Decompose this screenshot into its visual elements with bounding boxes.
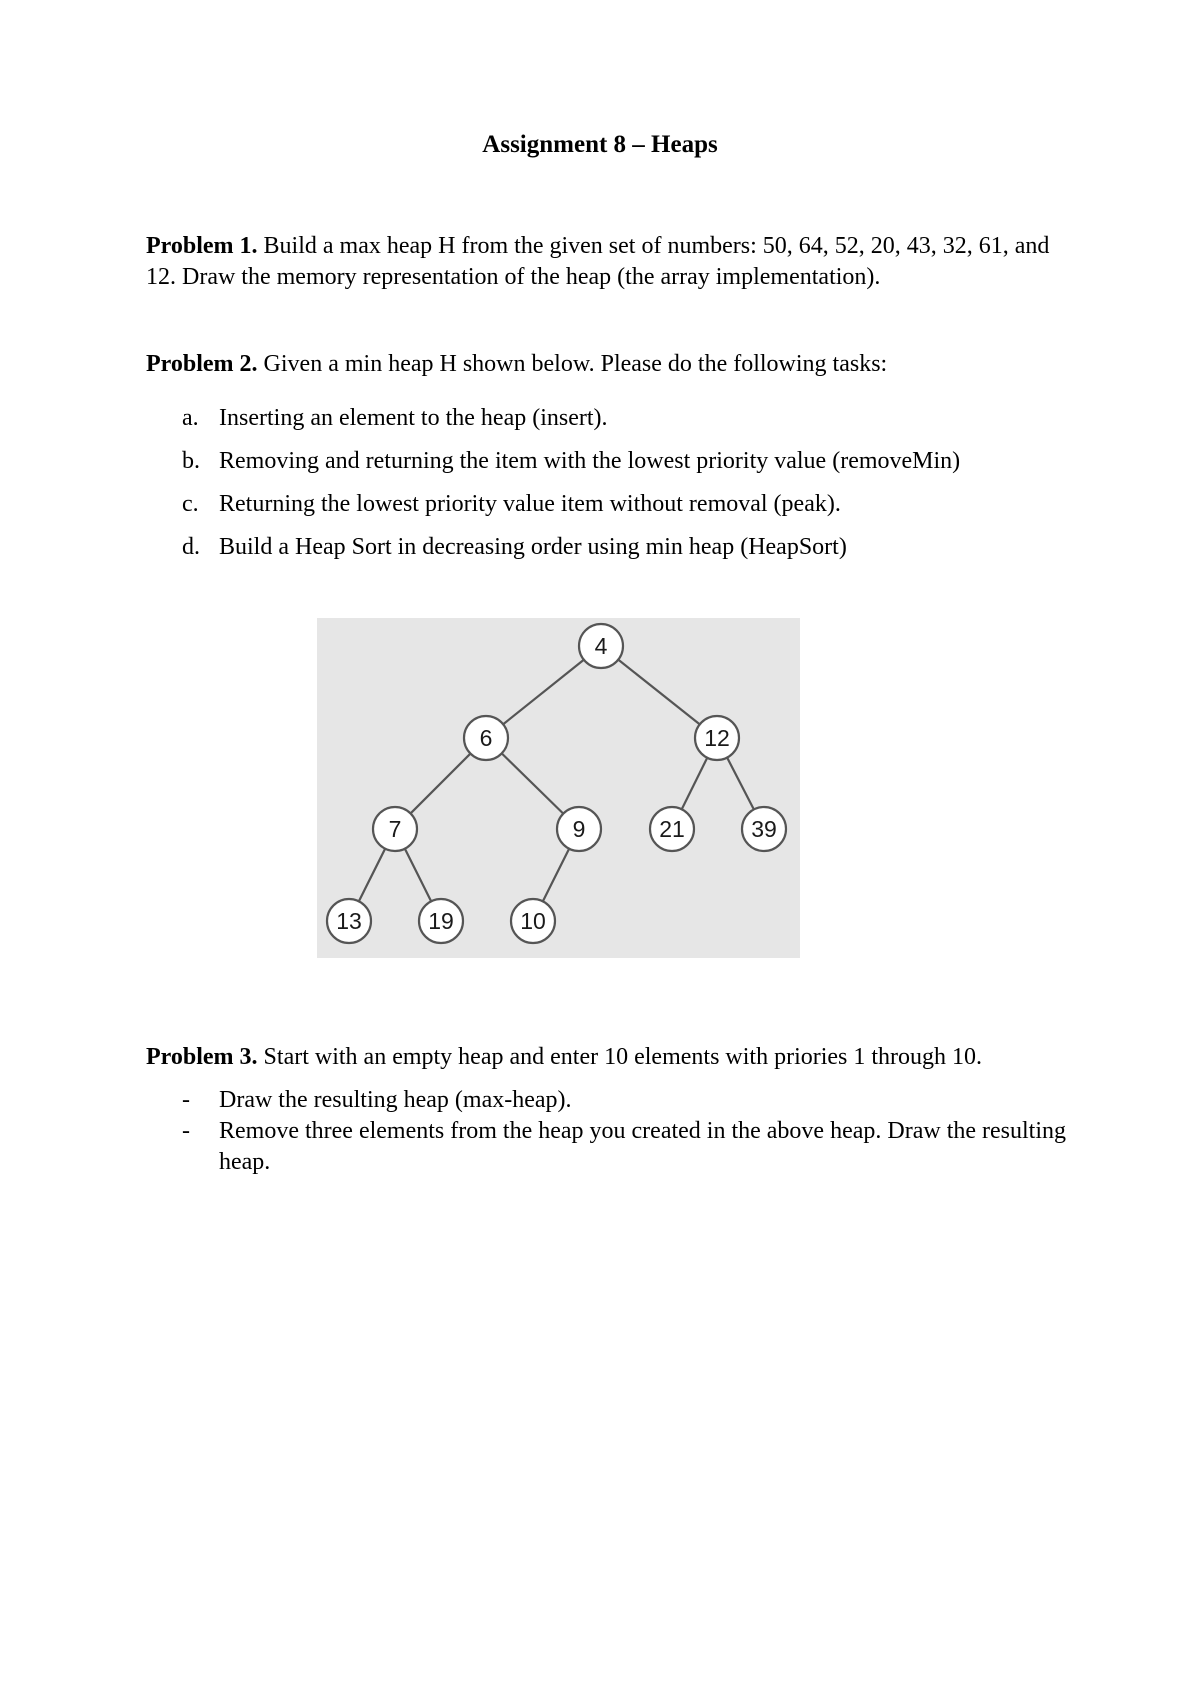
heap-node — [557, 807, 601, 851]
list-marker: - — [182, 1087, 190, 1113]
list-item — [146, 1085, 1076, 1116]
page-title: Assignment 8 – Heaps — [482, 131, 718, 158]
heap-node-label: 13 — [336, 908, 362, 934]
heap-node — [650, 807, 694, 851]
list-marker: - — [182, 1118, 190, 1144]
heap-node — [742, 807, 786, 851]
heap-node — [695, 716, 739, 760]
problem-2-label: Problem 2. — [146, 351, 258, 377]
heap-node — [464, 716, 508, 760]
problem-3 — [146, 1042, 1076, 1073]
heap-node — [373, 807, 417, 851]
heap-node-label: 12 — [704, 725, 730, 751]
problem-2-text: Given a min heap H shown below. Please do the following tasks: — [257, 351, 888, 377]
heap-node-label: 19 — [428, 908, 454, 934]
problem-1-text: Build a max heap H from the given set of numbers: 50, 64, 52, 20, 43, 32, 61, and 12. Draw the memory representation of the heap (the array implementation). — [146, 233, 1050, 290]
heap-node — [579, 624, 623, 668]
problem-1 — [146, 231, 1076, 293]
list-item — [146, 403, 1076, 446]
heap-node-label: 9 — [572, 816, 586, 842]
heap-node-label: 6 — [479, 725, 493, 751]
problem-3-label: Problem 3. — [146, 1044, 258, 1070]
list-item — [146, 1116, 1076, 1178]
heap-node-label: 4 — [594, 633, 608, 659]
heap-node-label: 10 — [520, 908, 546, 934]
heap-node-label: 21 — [659, 816, 685, 842]
problem-3-bullet-list — [146, 1085, 1076, 1178]
list-item — [146, 532, 1076, 575]
list-item-text: Draw the resulting heap (max-heap). — [219, 1087, 572, 1113]
heap-node — [511, 899, 555, 943]
heap-node-label: 39 — [751, 816, 777, 842]
problem-2-task-list — [146, 403, 1076, 575]
problem-3-text: Start with an empty heap and enter 10 elements with priories 1 through 10. — [257, 1044, 983, 1070]
list-item-text: Removing and returning the item with the lowest priority value (removeMin) — [219, 448, 961, 474]
list-item-text: Inserting an element to the heap (insert). — [219, 405, 608, 431]
figure-background — [317, 618, 800, 958]
list-item — [146, 489, 1076, 532]
problem-1-label: Problem 1. — [146, 233, 258, 259]
list-marker: b. — [182, 448, 200, 474]
min-heap-figure — [317, 618, 800, 958]
list-marker: d. — [182, 534, 200, 560]
list-item-text: Build a Heap Sort in decreasing order using min heap (HeapSort) — [219, 534, 847, 560]
heap-node — [419, 899, 463, 943]
list-item-text: Remove three elements from the heap you created in the above heap. Draw the resulting heap. — [219, 1118, 1067, 1175]
list-marker: c. — [182, 491, 199, 517]
list-marker: a. — [182, 405, 199, 431]
list-item-text: Returning the lowest priority value item without removal (peak). — [219, 491, 841, 517]
problem-2 — [146, 349, 1076, 380]
list-item — [146, 446, 1076, 489]
heap-node — [327, 899, 371, 943]
min-heap-tree — [317, 618, 800, 958]
heap-node-label: 7 — [388, 816, 402, 842]
